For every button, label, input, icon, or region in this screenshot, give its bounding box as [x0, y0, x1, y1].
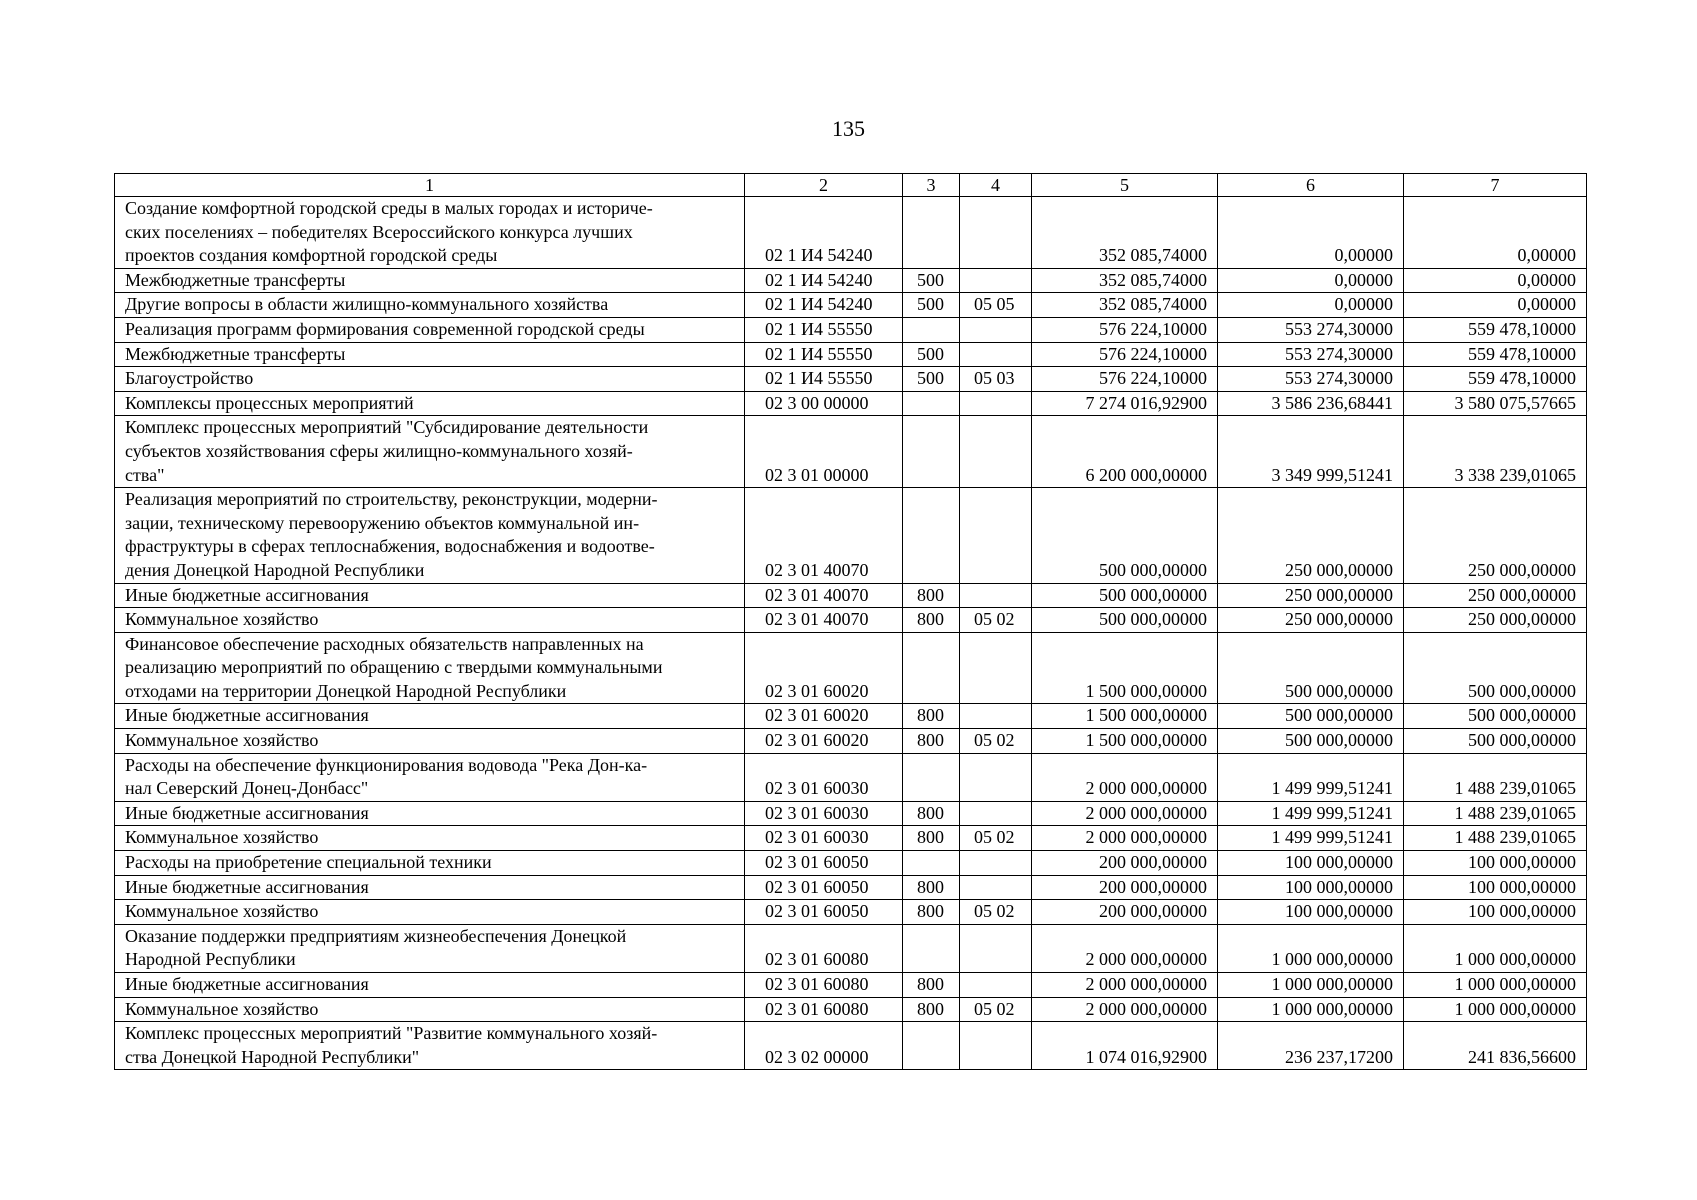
header-col-7: 7 [1404, 174, 1587, 197]
row-value-col5: 6 200 000,00000 [1032, 416, 1218, 488]
row-name-line: Комплекс процессных мероприятий "Субсидирование деятельности [125, 417, 649, 438]
row-expense-type [903, 488, 960, 583]
row-value-col7: 0,00000 [1404, 268, 1587, 293]
row-expense-type [903, 1022, 960, 1070]
row-value-col6: 100 000,00000 [1218, 900, 1404, 925]
table-row [115, 197, 1587, 269]
row-name-line: нал Северский Донец-Донбасс" [125, 778, 369, 799]
row-expense-type: 800 [903, 973, 960, 998]
row-name-line: Коммунальное хозяйство [125, 998, 319, 1019]
table-row [115, 367, 1587, 392]
row-name-line: реализацию мероприятий по обращению с твердыми коммунальными [125, 657, 663, 678]
row-value-col7: 559 478,10000 [1404, 342, 1587, 367]
row-code: 02 3 01 60080 [745, 924, 903, 972]
row-name [115, 488, 745, 583]
row-value-col7: 500 000,00000 [1404, 632, 1587, 704]
row-expense-type: 500 [903, 367, 960, 392]
row-value-col5: 500 000,00000 [1032, 608, 1218, 633]
row-value-col7: 0,00000 [1404, 293, 1587, 318]
row-code: 02 1 И4 55550 [745, 342, 903, 367]
row-value-col6: 100 000,00000 [1218, 851, 1404, 876]
row-name-line: Благоустройство [125, 368, 254, 389]
table-row [115, 268, 1587, 293]
row-name [115, 317, 745, 342]
row-expense-type: 800 [903, 608, 960, 633]
row-expense-type: 800 [903, 900, 960, 925]
row-name-line: Иные бюджетные ассигнования [125, 705, 369, 726]
header-col-6: 6 [1218, 174, 1404, 197]
row-value-col6: 1 499 999,51241 [1218, 801, 1404, 826]
row-name [115, 729, 745, 754]
row-section [960, 488, 1032, 583]
row-name [115, 851, 745, 876]
table-row [115, 753, 1587, 801]
row-name [115, 801, 745, 826]
table-row [115, 488, 1587, 583]
row-value-col7: 1 488 239,01065 [1404, 801, 1587, 826]
row-code: 02 3 01 60020 [745, 704, 903, 729]
row-name-line: Коммунальное хозяйство [125, 901, 319, 922]
row-section [960, 391, 1032, 416]
row-section [960, 753, 1032, 801]
row-value-col7: 1 000 000,00000 [1404, 997, 1587, 1022]
row-expense-type: 800 [903, 826, 960, 851]
row-code: 02 3 01 40070 [745, 488, 903, 583]
row-code: 02 3 02 00000 [745, 1022, 903, 1070]
header-col-5: 5 [1032, 174, 1218, 197]
row-value-col5: 2 000 000,00000 [1032, 924, 1218, 972]
row-value-col6: 0,00000 [1218, 197, 1404, 269]
row-value-col5: 1 500 000,00000 [1032, 729, 1218, 754]
row-value-col6: 1 000 000,00000 [1218, 997, 1404, 1022]
header-col-3: 3 [903, 174, 960, 197]
row-value-col7: 250 000,00000 [1404, 608, 1587, 633]
table-row [115, 973, 1587, 998]
row-section [960, 416, 1032, 488]
row-code: 02 1 И4 54240 [745, 268, 903, 293]
row-section [960, 268, 1032, 293]
row-code: 02 3 00 00000 [745, 391, 903, 416]
row-name [115, 197, 745, 269]
row-value-col5: 2 000 000,00000 [1032, 997, 1218, 1022]
row-expense-type [903, 197, 960, 269]
row-value-col5: 500 000,00000 [1032, 583, 1218, 608]
row-code: 02 3 01 60020 [745, 729, 903, 754]
table-row [115, 1022, 1587, 1070]
row-section [960, 317, 1032, 342]
row-value-col6: 553 274,30000 [1218, 367, 1404, 392]
row-value-col6: 1 499 999,51241 [1218, 826, 1404, 851]
row-value-col7: 559 478,10000 [1404, 317, 1587, 342]
table-row [115, 608, 1587, 633]
row-name-line: ских поселениях – победителях Всероссийского конкурса лучших [125, 221, 633, 242]
row-section [960, 875, 1032, 900]
row-name [115, 924, 745, 972]
row-value-col7: 1 000 000,00000 [1404, 973, 1587, 998]
table-row [115, 997, 1587, 1022]
row-name [115, 391, 745, 416]
row-value-col6: 553 274,30000 [1218, 317, 1404, 342]
table-row [115, 704, 1587, 729]
row-name [115, 268, 745, 293]
table-body [115, 197, 1587, 1070]
row-value-col6: 500 000,00000 [1218, 704, 1404, 729]
table-row [115, 583, 1587, 608]
row-value-col5: 200 000,00000 [1032, 875, 1218, 900]
row-name [115, 416, 745, 488]
row-value-col5: 200 000,00000 [1032, 851, 1218, 876]
row-name [115, 342, 745, 367]
row-value-col5: 1 074 016,92900 [1032, 1022, 1218, 1070]
table-row [115, 317, 1587, 342]
row-name [115, 608, 745, 633]
row-value-col7: 241 836,56600 [1404, 1022, 1587, 1070]
row-expense-type [903, 632, 960, 704]
row-expense-type: 800 [903, 875, 960, 900]
table-row [115, 875, 1587, 900]
row-value-col5: 2 000 000,00000 [1032, 826, 1218, 851]
row-name-line: Народной Республики [125, 949, 296, 970]
row-value-col6: 250 000,00000 [1218, 608, 1404, 633]
row-code: 02 3 01 60050 [745, 875, 903, 900]
row-section [960, 632, 1032, 704]
row-value-col6: 100 000,00000 [1218, 875, 1404, 900]
row-value-col7: 100 000,00000 [1404, 851, 1587, 876]
row-section: 05 03 [960, 367, 1032, 392]
column-number-row [115, 174, 1587, 197]
row-value-col6: 553 274,30000 [1218, 342, 1404, 367]
row-code: 02 3 01 00000 [745, 416, 903, 488]
row-name-line: отходами на территории Донецкой Народной Республики [125, 680, 567, 701]
row-value-col7: 1 000 000,00000 [1404, 924, 1587, 972]
row-section: 05 02 [960, 900, 1032, 925]
row-value-col7: 100 000,00000 [1404, 875, 1587, 900]
row-section: 05 02 [960, 608, 1032, 633]
row-value-col5: 576 224,10000 [1032, 342, 1218, 367]
table-row [115, 632, 1587, 704]
row-value-col7: 250 000,00000 [1404, 488, 1587, 583]
table-row [115, 924, 1587, 972]
table-row [115, 391, 1587, 416]
row-code: 02 1 И4 54240 [745, 197, 903, 269]
row-value-col5: 352 085,74000 [1032, 293, 1218, 318]
row-value-col6: 0,00000 [1218, 293, 1404, 318]
table-row [115, 801, 1587, 826]
row-section [960, 851, 1032, 876]
table-row [115, 900, 1587, 925]
row-name-line: Расходы на приобретение специальной техники [125, 852, 492, 873]
row-name [115, 1022, 745, 1070]
row-section [960, 1022, 1032, 1070]
row-code: 02 3 01 60030 [745, 753, 903, 801]
row-section: 05 02 [960, 826, 1032, 851]
row-expense-type: 500 [903, 293, 960, 318]
row-name-line: Комплекс процессных мероприятий "Развитие коммунального хозяй- [125, 1023, 658, 1044]
row-expense-type: 500 [903, 342, 960, 367]
row-value-col7: 3 580 075,57665 [1404, 391, 1587, 416]
row-value-col5: 1 500 000,00000 [1032, 632, 1218, 704]
row-code: 02 1 И4 54240 [745, 293, 903, 318]
row-expense-type: 800 [903, 583, 960, 608]
row-expense-type [903, 317, 960, 342]
row-expense-type: 800 [903, 729, 960, 754]
header-col-1: 1 [115, 174, 745, 197]
row-value-col6: 1 000 000,00000 [1218, 924, 1404, 972]
row-name-line: Реализация мероприятий по строительству, реконструкции, модерни- [125, 489, 658, 510]
row-section [960, 924, 1032, 972]
row-expense-type: 800 [903, 997, 960, 1022]
row-section: 05 02 [960, 729, 1032, 754]
table-row [115, 416, 1587, 488]
row-expense-type: 800 [903, 704, 960, 729]
row-value-col7: 100 000,00000 [1404, 900, 1587, 925]
row-name-line: Иные бюджетные ассигнования [125, 802, 369, 823]
row-name [115, 293, 745, 318]
row-value-col6: 1 499 999,51241 [1218, 753, 1404, 801]
row-expense-type [903, 391, 960, 416]
row-name [115, 826, 745, 851]
row-section: 05 02 [960, 997, 1032, 1022]
row-code: 02 3 01 60050 [745, 851, 903, 876]
row-expense-type: 500 [903, 268, 960, 293]
row-value-col5: 1 500 000,00000 [1032, 704, 1218, 729]
row-name-line: Межбюджетные трансферты [125, 343, 346, 364]
row-value-col5: 576 224,10000 [1032, 317, 1218, 342]
row-code: 02 3 01 60050 [745, 900, 903, 925]
row-name-line: Иные бюджетные ассигнования [125, 974, 369, 994]
row-value-col6: 500 000,00000 [1218, 729, 1404, 754]
row-code: 02 1 И4 55550 [745, 317, 903, 342]
row-value-col5: 2 000 000,00000 [1032, 973, 1218, 998]
table-row [115, 826, 1587, 851]
row-value-col6: 1 000 000,00000 [1218, 973, 1404, 998]
row-code: 02 1 И4 55550 [745, 367, 903, 392]
row-name-line: Создание комфортной городской среды в малых городах и историче- [125, 198, 653, 218]
row-expense-type [903, 851, 960, 876]
row-value-col6: 3 586 236,68441 [1218, 391, 1404, 416]
row-name [115, 973, 745, 998]
row-code: 02 3 01 60030 [745, 826, 903, 851]
row-section [960, 197, 1032, 269]
row-name-line: Иные бюджетные ассигнования [125, 876, 369, 897]
row-section [960, 973, 1032, 998]
row-code: 02 3 01 60080 [745, 973, 903, 998]
row-value-col7: 0,00000 [1404, 197, 1587, 269]
row-expense-type [903, 416, 960, 488]
row-value-col6: 500 000,00000 [1218, 632, 1404, 704]
row-value-col6: 250 000,00000 [1218, 583, 1404, 608]
row-value-col5: 576 224,10000 [1032, 367, 1218, 392]
row-name-line: проектов создания комфортной городской среды [125, 245, 498, 266]
row-value-col5: 2 000 000,00000 [1032, 753, 1218, 801]
row-name [115, 875, 745, 900]
row-value-col7: 250 000,00000 [1404, 583, 1587, 608]
row-expense-type [903, 753, 960, 801]
row-expense-type: 800 [903, 801, 960, 826]
row-value-col6: 3 349 999,51241 [1218, 416, 1404, 488]
row-name-line: зации, техническому перевооружению объектов коммунальной ин- [125, 512, 640, 533]
row-section: 05 05 [960, 293, 1032, 318]
row-name-line: Оказание поддержки предприятиям жизнеобеспечения Донецкой [125, 925, 627, 946]
row-name [115, 704, 745, 729]
page-number: 135 [832, 116, 865, 141]
header-col-2: 2 [745, 174, 903, 197]
row-name-line: Иные бюджетные ассигнования [125, 584, 369, 605]
row-name [115, 997, 745, 1022]
row-name [115, 900, 745, 925]
row-value-col5: 2 000 000,00000 [1032, 801, 1218, 826]
row-section [960, 801, 1032, 826]
row-name-line: дения Донецкой Народной Республики [125, 559, 425, 580]
row-name-line: Финансовое обеспечение расходных обязательств направленных на [125, 633, 644, 654]
row-name [115, 632, 745, 704]
row-value-col6: 250 000,00000 [1218, 488, 1404, 583]
row-code: 02 3 01 60020 [745, 632, 903, 704]
row-name-line: фраструктуры в сферах теплоснабжения, водоснабжения и водоотве- [125, 536, 655, 557]
row-name-line: Реализация программ формирования современной городской среды [125, 318, 645, 339]
row-name-line: Коммунальное хозяйство [125, 609, 319, 630]
row-name [115, 583, 745, 608]
header-col-4: 4 [960, 174, 1032, 197]
row-value-col5: 352 085,74000 [1032, 268, 1218, 293]
row-name [115, 367, 745, 392]
row-name-line: ства" [125, 464, 165, 485]
row-name-line: Коммунальное хозяйство [125, 827, 319, 848]
row-name [115, 753, 745, 801]
row-value-col7: 1 488 239,01065 [1404, 753, 1587, 801]
budget-table [114, 173, 1587, 1070]
row-value-col6: 0,00000 [1218, 268, 1404, 293]
row-value-col6: 236 237,17200 [1218, 1022, 1404, 1070]
row-section [960, 342, 1032, 367]
table-row [115, 342, 1587, 367]
row-name-line: Другие вопросы в области жилищно-коммунального хозяйства [125, 294, 609, 315]
row-value-col7: 1 488 239,01065 [1404, 826, 1587, 851]
row-code: 02 3 01 60080 [745, 997, 903, 1022]
row-value-col5: 500 000,00000 [1032, 488, 1218, 583]
table-row [115, 851, 1587, 876]
row-name-line: Комплексы процессных мероприятий [125, 392, 414, 413]
row-value-col5: 7 274 016,92900 [1032, 391, 1218, 416]
row-value-col5: 352 085,74000 [1032, 197, 1218, 269]
row-name-line: ства Донецкой Народной Республики" [125, 1046, 420, 1067]
row-name-line: Расходы на обеспечение функционирования водовода "Река Дон-ка- [125, 754, 648, 775]
row-name-line: Коммунальное хозяйство [125, 730, 319, 751]
row-value-col7: 500 000,00000 [1404, 704, 1587, 729]
row-name-line: субъектов хозяйствования сферы жилищно-коммунального хозяй- [125, 440, 633, 461]
row-value-col5: 200 000,00000 [1032, 900, 1218, 925]
row-code: 02 3 01 40070 [745, 608, 903, 633]
row-section [960, 583, 1032, 608]
row-name-line: Межбюджетные трансферты [125, 269, 346, 290]
row-section [960, 704, 1032, 729]
row-value-col7: 3 338 239,01065 [1404, 416, 1587, 488]
table-row [115, 729, 1587, 754]
table-row [115, 293, 1587, 318]
row-expense-type [903, 924, 960, 972]
row-value-col7: 500 000,00000 [1404, 729, 1587, 754]
row-code: 02 3 01 40070 [745, 583, 903, 608]
row-value-col7: 559 478,10000 [1404, 367, 1587, 392]
row-code: 02 3 01 60030 [745, 801, 903, 826]
